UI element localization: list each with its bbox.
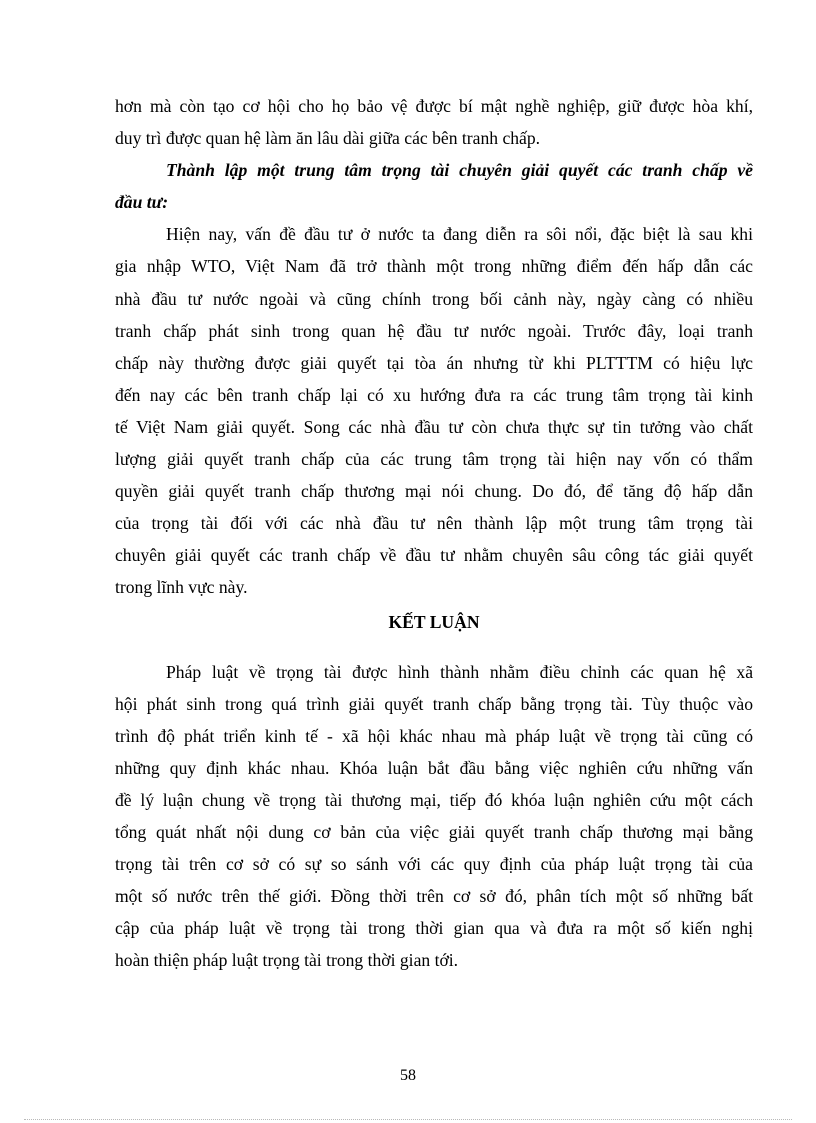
text-line: duy trì được quan hệ làm ăn lâu dài giữa các bên tranh chấp.: [115, 128, 541, 149]
text-line: hội phát sinh trong quá trình giải quyết tranh chấp bằng trọng tài. Tùy thuộc vào: [115, 693, 753, 714]
text-line: tranh chấp phát sinh trong quan hệ đầu tư nước ngoài. Trước đây, loại tranh: [115, 320, 753, 341]
text-line: hơn mà còn tạo cơ hội cho họ bảo vệ được bí mật nghề nghiệp, giữ được hòa khí,: [115, 96, 753, 116]
text-line: chấp này thường được giải quyết tại tòa án nhưng từ khi PLTTTM có hiệu lực: [115, 352, 753, 373]
text-line: quyền giải quyết tranh chấp thương mại nói chung. Do đó, để tăng độ hấp dẫn: [115, 481, 753, 502]
section-subheading: [115, 154, 753, 218]
text-line: lượng giải quyết tranh chấp của các trung tâm trọng tài hiện nay vốn có thẩm: [115, 449, 753, 470]
page-body: [115, 90, 753, 977]
subheading-line: đầu tư:: [115, 192, 169, 213]
text-line: tổng quát nhất nội dung cơ bản của việc giải quyết tranh chấp thương mại bằng: [115, 822, 753, 843]
text-line: tế Việt Nam giải quyết. Song các nhà đầu tư còn chưa thực sự tin tưởng vào chất: [115, 416, 753, 437]
text-line: gia nhập WTO, Việt Nam đã trở thành một trong những điểm đến hấp dẫn các: [115, 256, 753, 277]
text-line: đề lý luận chung về trọng tài thương mại, tiếp đó khóa luận nghiên cứu một cách: [115, 789, 753, 810]
text-line: cập của pháp luật về trọng tài trong thời gian qua và đưa ra một số kiến nghị: [115, 918, 753, 939]
text-line: trọng tài trên cơ sở có sự so sánh với các quy định của pháp luật trọng tài của: [115, 854, 753, 875]
text-line: đến nay các bên tranh chấp lại có xu hướng đưa ra các trung tâm trọng tài kinh: [115, 384, 753, 405]
paragraph-continuation: [115, 90, 753, 154]
text-line: nhà đầu tư nước ngoài và cũng chính trong bối cảnh này, ngày càng có nhiều: [115, 288, 753, 309]
page-number: 58: [400, 1067, 416, 1084]
text-line: của trọng tài đối với các nhà đầu tư nên thành lập một trung tâm trọng tài: [115, 513, 753, 534]
subheading-line: Thành lập một trung tâm trọng tài chuyên giải quyết các tranh chấp về: [166, 160, 753, 181]
text-line: chuyên giải quyết các tranh chấp về đầu tư nhằm chuyên sâu công tác giải quyết: [115, 545, 753, 566]
text-line: trong lĩnh vực này.: [115, 577, 248, 598]
footer-divider: [24, 1119, 792, 1120]
text-line: trình độ phát triển kinh tế - xã hội khác nhau mà pháp luật về trọng tài cũng có: [115, 725, 753, 746]
text-line: Hiện nay, vấn đề đầu tư ở nước ta đang diễn ra sôi nổi, đặc biệt là sau khi: [166, 224, 753, 245]
text-line: một số nước trên thế giới. Đồng thời trên cơ sở đó, phân tích một số những bất: [115, 886, 753, 907]
paragraph-investment: [115, 218, 753, 603]
conclusion-heading: KẾT LUẬN: [388, 611, 480, 632]
paragraph-conclusion: [115, 656, 753, 977]
text-line: hoàn thiện pháp luật trọng tài trong thời gian tới.: [115, 950, 459, 971]
text-line: những quy định khác nhau. Khóa luận bắt đầu bằng việc nghiên cứu những vấn: [115, 757, 753, 778]
text-line: Pháp luật về trọng tài được hình thành nhằm điều chỉnh các quan hệ xã: [166, 661, 753, 682]
